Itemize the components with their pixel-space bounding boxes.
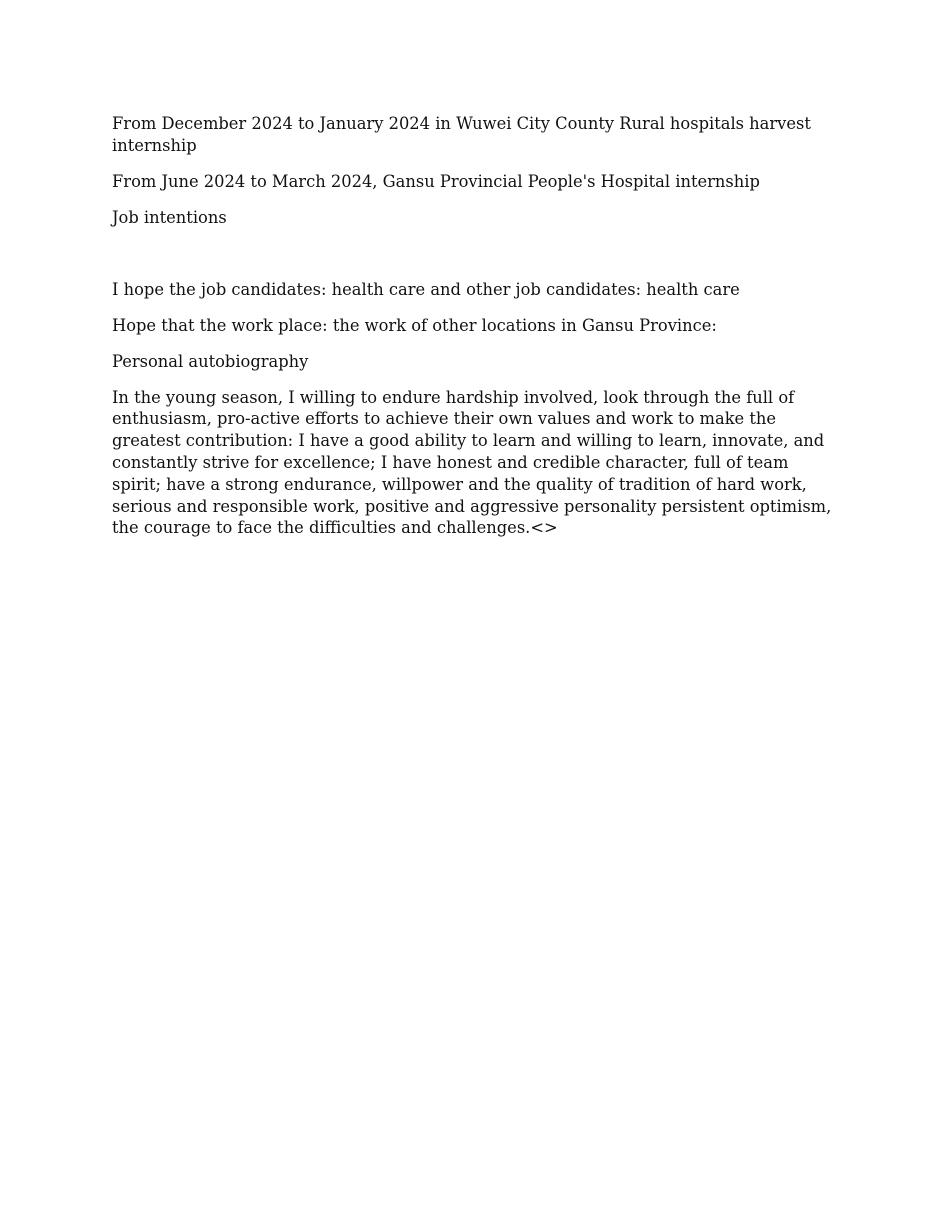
work-place-line: Hope that the work place: the work of other locations in Gansu Province: [112,315,717,335]
internship-entry-wuwei: From December 2024 to January 2024 in Wuwei City County Rural hospitals harvest internship [112,114,811,155]
section-heading-autobiography: Personal autobiography [112,351,309,371]
autobiography-paragraph: In the young season, I willing to endure hardship involved, look through the full of enthusiasm, pro-active efforts to achieve their own values and work to make the greatest contribution: I have a good ability to learn and willing to learn, innovate, and constantly strive for excellence; I have honest and credible character, full of team spirit; have a strong endurance, willpower and the quality of tradition of hard work, serious and responsible work, positive and aggressive personality persistent optimism, the courage to face the difficulties and challenges.<> [112,387,832,538]
section-heading-job-intentions: Job intentions [112,207,227,227]
internship-entry-gansu: From June 2024 to March 2024, Gansu Provincial People's Hospital internship [112,171,760,191]
empty-paragraph [112,243,834,265]
document-body [112,113,834,553]
job-candidates-line: I hope the job candidates: health care and other job candidates: health care [112,279,740,299]
